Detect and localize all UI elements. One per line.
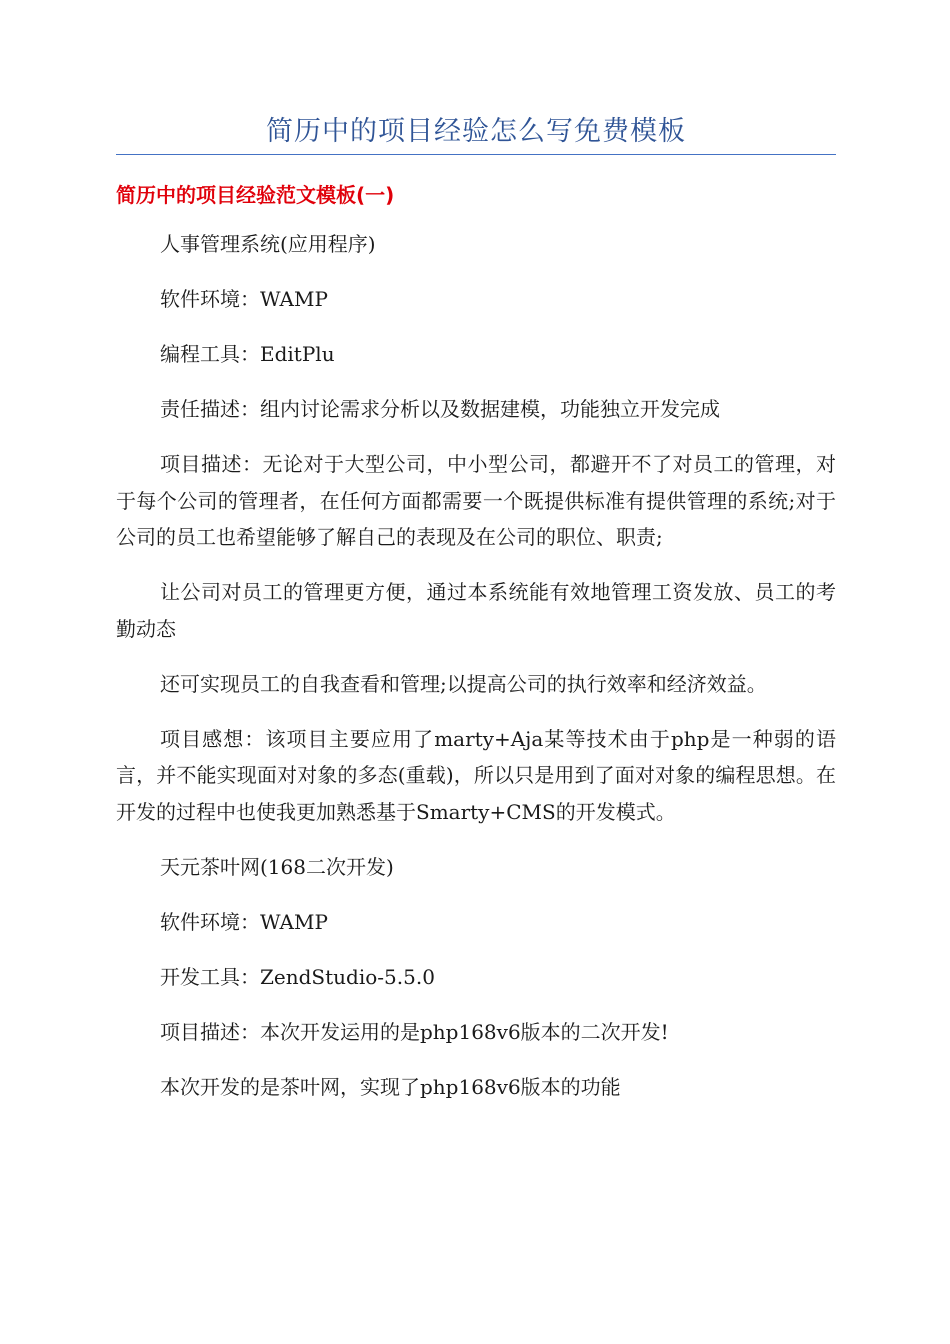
paragraph-self-management: 还可实现员工的自我查看和管理;以提高公司的执行效率和经济效益。 <box>160 671 767 696</box>
paragraph-project-name-2: 天元茶叶网(168二次开发) <box>160 854 394 879</box>
paragraph-programming-tool: 编程工具：EditPlu <box>160 342 335 366</box>
paragraph-features: 本次开发的是茶叶网，实现了php168v6版本的功能 <box>160 1074 621 1099</box>
paragraph-project-description-2: 项目描述：本次开发运用的是php168v6版本的二次开发! <box>160 1019 669 1044</box>
paragraph-dev-tool: 开发工具：ZendStudio-5.5.0 <box>160 964 435 989</box>
paragraph-project-description: 项目描述：无论对于大型公司，中小型公司，都避开不了对员工的管理，对于每个公司的管理者，在任何方面都需要一个既提供标准有提供管理的系统;对于公司的员工也希望能够了解自己的表现及在公司的职位、职责; <box>116 452 836 549</box>
page-title: 简历中的项目经验怎么写免费模板 <box>266 116 686 147</box>
paragraph-management-benefit: 让公司对员工的管理更方便，通过本系统能有效地管理工资发放、员工的考勤动态 <box>116 580 836 641</box>
title-underline <box>116 154 836 155</box>
paragraph-project-name: 人事管理系统(应用程序) <box>160 232 376 256</box>
paragraph-software-env-2: 软件环境：WAMP <box>160 909 328 934</box>
section-heading: 简历中的项目经验范文模板(一) <box>116 183 395 207</box>
paragraph-project-reflection: 项目感想：该项目主要应用了marty+Aja某等技术由于php是一种弱的语言，并不能实现面对对象的多态(重载)，所以只是用到了面对对象的编程思想。在开发的过程中也使我更加熟悉基于Smarty+CMS的开发模式。 <box>116 726 836 824</box>
paragraph-responsibility: 责任描述：组内讨论需求分析以及数据建模，功能独立开发完成 <box>160 397 720 421</box>
paragraph-software-env: 软件环境：WAMP <box>160 287 328 311</box>
document-body <box>116 226 836 1124</box>
